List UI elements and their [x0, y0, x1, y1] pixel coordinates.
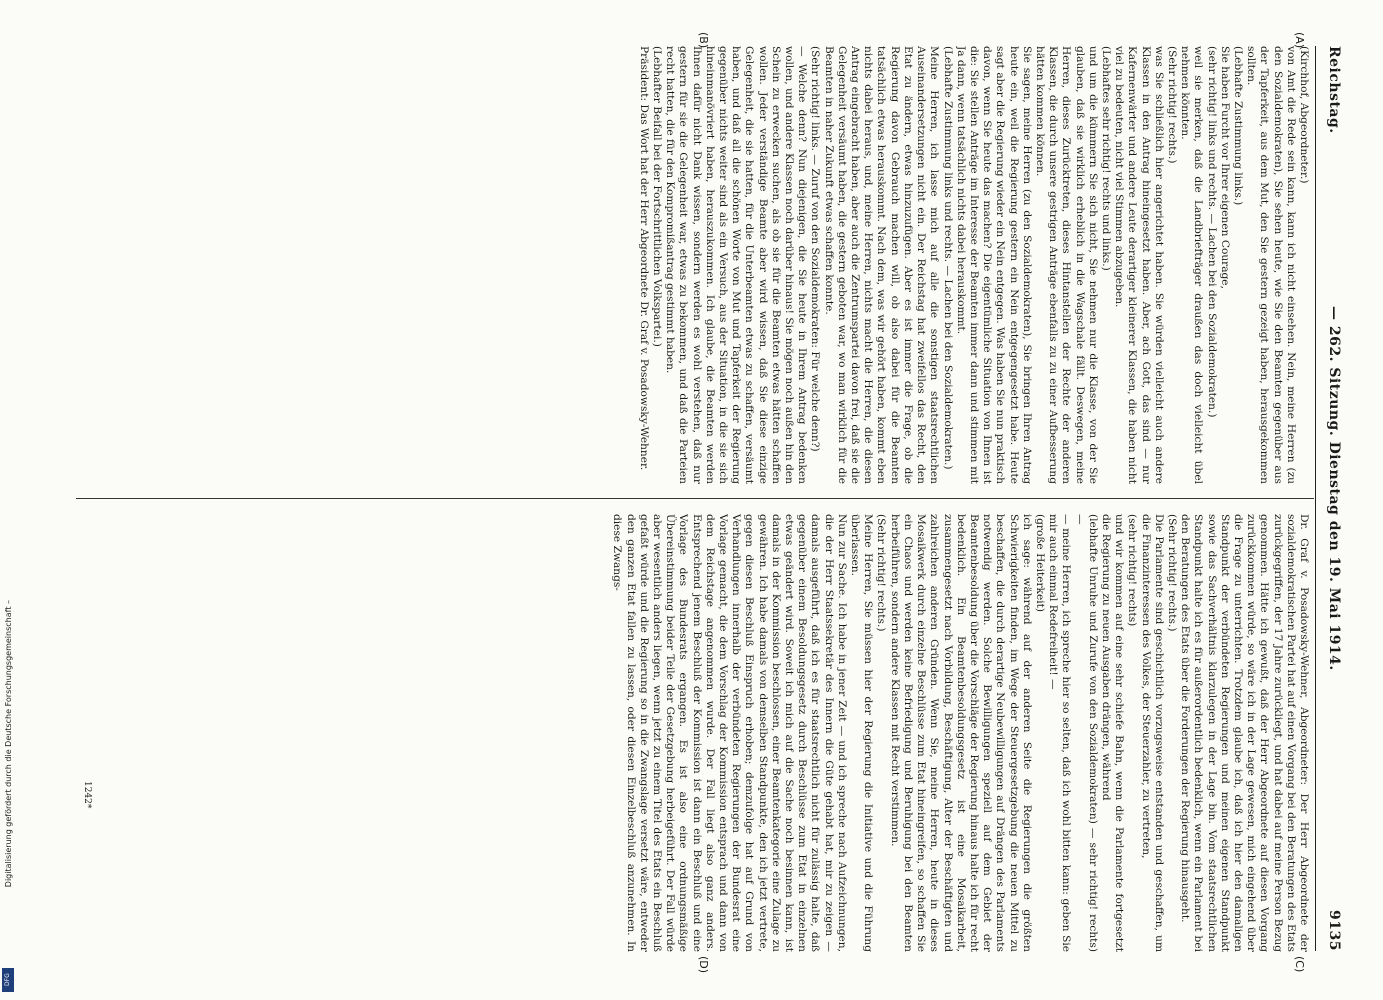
- header-center: — 262. Sitzung. Dienstag den 19. Mai 1914.: [1326, 306, 1342, 671]
- column-divider: [76, 498, 1314, 499]
- text-column-right: Dr. Graf v. Posadowsky-Wehner, Abgeordneter: Der Herr Abgeordnete der sozialdemokratischen Partei hat auf einen Vorgang bei den Beratungen des Etats zurückgegriffen, der 17 Jahre zurückliegt, und hat dabei auf meine Person Bezug genommen. Hätte ich gewußt, daß der Herr Abgeordnete auf diesen Vorgang zurückkommen würde, so wäre ich in der Lage gewesen, mich eingehend über die Frage zu unterrichten. Trotzdem glaube ich, daß ich hier den damaligen Standpunkt der verbündeten Regierungen und meinen eigenen Standpunkt sowie das Sachverhältnis klarzulegen in der Lage bin. Vom staatsrechtlichen Standpunkt halte ich es für außerordentlich bedenklich, wenn ein Parlament bei den Beratungen des Etats über die Forderungen der Regierung hinausgeht. (Sehr richtig! rechts.) Die Parlamente sind geschichtlich vorzugsweise entstanden und geschaffen, um die Finanzinteressen des Volkes, der Steuerzahler, zu vertreten, (sehr richtig! rechts) und wir kommen auf eine sehr schiefe Bahn, wenn die Parlamente fortgesetzt die Regierung zu neuen Ausgaben drängen, während (lebhafte Unruhe und Zurufe von den Sozialdemokraten) — sehr richtig! rechts) — — meine Herren, ich spreche hier so selten, daß ich wohl bitten kann: geben Sie mir auch einmal Redefreiheit! — (große Heiterkeit) ich sage: während auf der anderen Seite die Regierungen die größten Schwierigkeiten finden, im Wege der Steuergesetzgebung die neuen Mittel zu beschaffen, die durch derartige Neubewilligungen auf Drängen des Parlaments notwendig werden. Solche Bewilligungen speziell auf dem Gebiet der Beamtenbesoldung über die Vorschläge der Regierung hinaus halte ich für recht bedenklich. Ein Beamtenbesoldungsgesetz ist eine Mosaikarbeit, zusammengesetzt nach Vorbildung, Beschäftigung, Alter der Beschäftigten und zahlreichen anderen Gründen. Wenn Sie, meine Herren, heute in dieses Mosaikwerk durch einzelne Beschlüsse zum Etat hineingreifen, so schaffen Sie ein Chaos und werden keine Befriedigung und Beruhigung bei den Beamten herbeiführen, sondern andere Klassen mit Recht verstimmen. (Sehr richtig! rechts.) Meine Herren, Sie müssen hier der Regierung die Initiative und die Führung überlassen. Nun zur Sache. Ich habe in jener Zeit — und ich spreche nach Aufzeichnungen, die der Herr Staatssekretär des Innern die Güte gehabt hat, mir zu zeigen — damals ausgeführt, daß ich es für staatsrechtlich nicht für zulässig halte, daß gegenüber einem Besoldungsgesetz durch Beschlüsse zum Etat in einzelnen etwas geändert wird. Soweit ich mich auf die Sache noch besinnen kann, ist damals in der Kommission beschlossen, einer Beamtenkategorie eine Zulage zu gewähren. Ich habe damals von demselben Standpunkte, den ich jetzt vertrete, gegen diesen Beschluß Einspruch erhoben; demzufolge hat auf Grund von Verhandlungen innerhalb der verbündeten Regierungen der Bundesrat eine Vorlage gemacht, die dem Vorschlag der Kommission entsprach und dann von dem Reichstage angenommen wurde. Der Fall liegt also ganz anders. Entsprechend jenem Beschluß der Kommission ist dann ein Beschluß und eine Vorlage des Bundesrats ergangen. Es ist also eine ordnungsmäßige Übereinstimmung beider Teile der Gesetzgebung herbeigeführt. Der Fall würde aber wesentlich anders liegen, wenn jetzt zu einem Titel des Etats ein Beschluß gefaßt würde und die Regierung so in die Zwangslage versetzt wäre, entweder den ganzen Etat fallen zu lassen, oder diesen Einzelbeschluß anzunehmen. In diese Zwangs-: [611, 514, 1310, 952]
- page-number: 9135: [1326, 910, 1342, 951]
- margin-marker-a: (A): [1293, 32, 1306, 49]
- header-left: Reichstag.: [1326, 46, 1342, 134]
- page-header: [1315, 46, 1346, 951]
- margin-marker-d: (D): [697, 956, 710, 974]
- text-column-left: (Kirchhof, Abgeordneter.) von Amt die Rede sein kann, kann ich nicht einsehen. Nein, meine Herren (zu den Sozialdemokraten), Sie sehen heute, wie Sie den Beamten gegenüber aus der Tapferkeit, aus dem Mut, den Sie gestern gezeigt haben, herausgekommen sollten. (Lebhafte Zustimmung links.) Sie haben Furcht vor Ihrer eigenen Courage, (sehr richtig! links und rechts. — Lachen bei den Sozialdemokraten.) weil sie merken, daß die Landbriefträger draußen das doch vielleicht übel nehmen könnten. (Sehr richtig! rechts.) was Sie schließlich hier angerichtet haben. Sie würden vielleicht auch andere Klassen in den Antrag hineingesetzt haben. Aber, ach Gott, das sind — nur Kafernenwärter und andere Leute derartiger kleinerer Klassen, die haben nicht viel zu bedeuten, nicht viel Stimmen abzugeben. (Lebhaftes sehr richtig! rechts und links.) und um die kümmern Sie sich nicht, Sie nehmen nur die Klasse, von der Sie glauben, daß sie wirklich erheblich in die Wagschale fällt. Deswegen, meine Herren, dieses Zurücktreten, dieses Hintanstellen der Rechte der anderen Klassen, die durch unsere gestrigen Anträge ebenfalls zu zu einer Aufbesserung hätten kommen können. Sie sagen, meine Herren (zu den Sozialdemokraten), Sie bringen Ihren Antrag heute ein, weil die Regierung gestern ein Nein entgegengesetzt habe. Heute sagt aber die Regierung wieder ein Nein entgegen. Was haben Sie nun praktisch davon, wenn Sie heute das machen? Die eigentümliche Situation von Ihnen ist die: Sie stellen Anträge im Interesse der Beamten immer dann und stimmen mit Ja dann, wenn tatsächlich nichts dabei herauskommt. (Lebhafte Zustimmung links und rechts. — Lachen bei den Sozialdemokraten.) Meine Herren, ich lasse mich auf alle die sonstigen staatsrechtlichen Auseinandersetzungen nicht ein. Der Reichstag hat zweifellos das Recht, den Etat zu ändern, etwas hinzuzufügen. Aber es ist immer die Frage, ob die Regierung davon Gebrauch machen will, ob also dabei für die Beamten tatsächlich etwas herauskommt. Nach dem, was wir gehört haben, kommt eben nichts dabei heraus, und, meine Herren, nichts macht die Herren, die diesen Antrag eingebracht haben, aber auch die Zentrumspartei davon frei, daß sie die Gelegenheit versäumt haben, die gestern geboten war, wo man wirklich für die Beamten in naher Zukunft etwas schaffen konnte. (Sehr richtig! links. — Zuruf von den Sozialdemokraten: Für welche denn?) — Welche denn? Nun diejenigen, die Sie heute in Ihrem Antrag bedenken wollen, und andere Klassen noch darüber hinaus! Sie mögen noch außen hin den Schein zu erwecken suchen, als ob sie für die Beamten etwas hätten schaffen wollen. Jeder verständige Beamte aber wird wissen, daß Sie diese einzige Gelegenheit, die sie hatten, für die Unterbeamten etwas zu schaffen, versäumt haben, und daß all die schönen Worte von Mut und Tapferkeit der Regierung gegenüber nichts weiter sind als ein Versuch, aus der Situation, in die sie sich hineinmanövriert haben, herauszukommen. Ich glaube, die Beamten werden Ihnen dafür nicht Dank wissen, sondern werden es wohl verstehen, daß nur gestern für sie die Gelegenheit war, etwas zu bekommen, und daß die Parteien recht hatten, die für den Kompromißantrag gestimmt haben. (Lebhafter Beifall bei der Fortschrittlichen Volkspartei.) Präsident: Das Wort hat der Herr Abgeordnete Dr. Graf v. Posadowsky-Wehner.: [637, 46, 1310, 484]
- rotated-page-content: [56, 32, 1346, 974]
- margin-marker-c: (C): [1293, 956, 1306, 973]
- dfg-logo-icon: DFG: [2, 968, 14, 992]
- margin-marker-b: (B): [697, 32, 710, 49]
- digitization-credit: Digitalisierung gefördert durch die Deutsche Forschungsgemeinschaft –: [4, 600, 13, 888]
- page-signature: 1242*: [82, 781, 92, 809]
